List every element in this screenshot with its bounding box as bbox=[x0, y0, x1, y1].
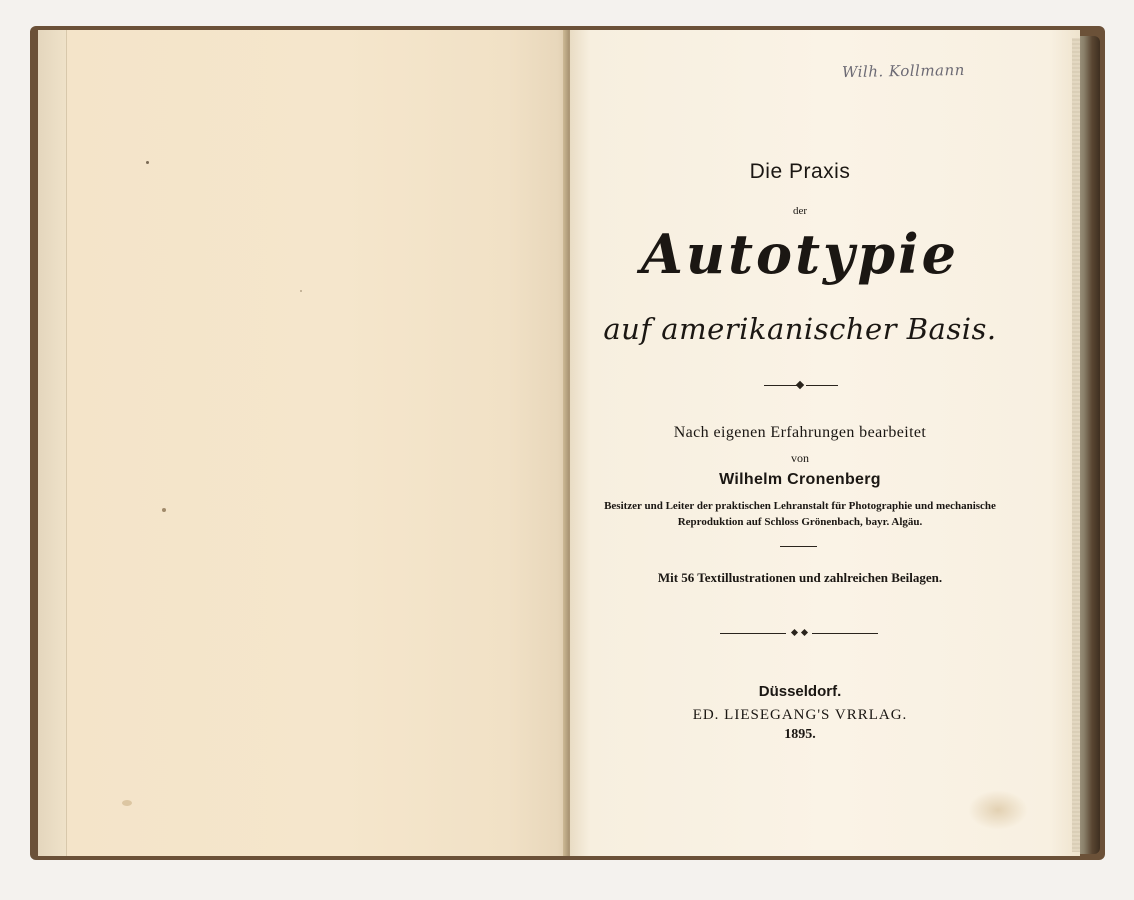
ornament-rule bbox=[720, 633, 786, 634]
left-page-hinge-strip bbox=[38, 30, 67, 856]
byline-von: von bbox=[791, 451, 809, 465]
separator-rule bbox=[780, 546, 817, 547]
paper-speck bbox=[146, 161, 149, 164]
publisher: ED. LIESEGANG'S VRRLAG. bbox=[692, 707, 908, 723]
paper-speck bbox=[162, 508, 166, 512]
byline-intro: Nach eigenen Erfahrungen bearbeitet bbox=[673, 424, 927, 441]
main-title: Autotypie bbox=[640, 222, 960, 286]
ornament-rule bbox=[764, 385, 800, 386]
subtitle: auf amerikanischer Basis. bbox=[603, 312, 997, 346]
illustrations-note: Mit 56 Textillustrationen und zahlreichen Beilagen. bbox=[657, 570, 943, 585]
title-line-1: Die Praxis bbox=[749, 160, 851, 183]
owner-signature: Wilh. Kollmann bbox=[841, 60, 966, 82]
paper-speck bbox=[122, 800, 132, 806]
page-block-edges bbox=[1072, 38, 1080, 852]
left-blank-page bbox=[38, 30, 566, 856]
author-description: Besitzer und Leiter der praktischen Lehranstalt für Photographie und mechanische Reproduktion auf Schloss Grönenbach, bayr. Algäu. bbox=[604, 500, 996, 528]
foxing-stain bbox=[968, 790, 1028, 830]
ornament-rule bbox=[806, 385, 838, 386]
publication-city: Düsseldorf. bbox=[758, 683, 842, 700]
author-name: Wilhelm Cronenberg bbox=[719, 471, 881, 488]
title-line-2: der bbox=[792, 205, 808, 217]
paper-speck bbox=[300, 290, 302, 292]
ornament-rule bbox=[812, 633, 878, 634]
publication-year: 1895. bbox=[784, 727, 816, 742]
